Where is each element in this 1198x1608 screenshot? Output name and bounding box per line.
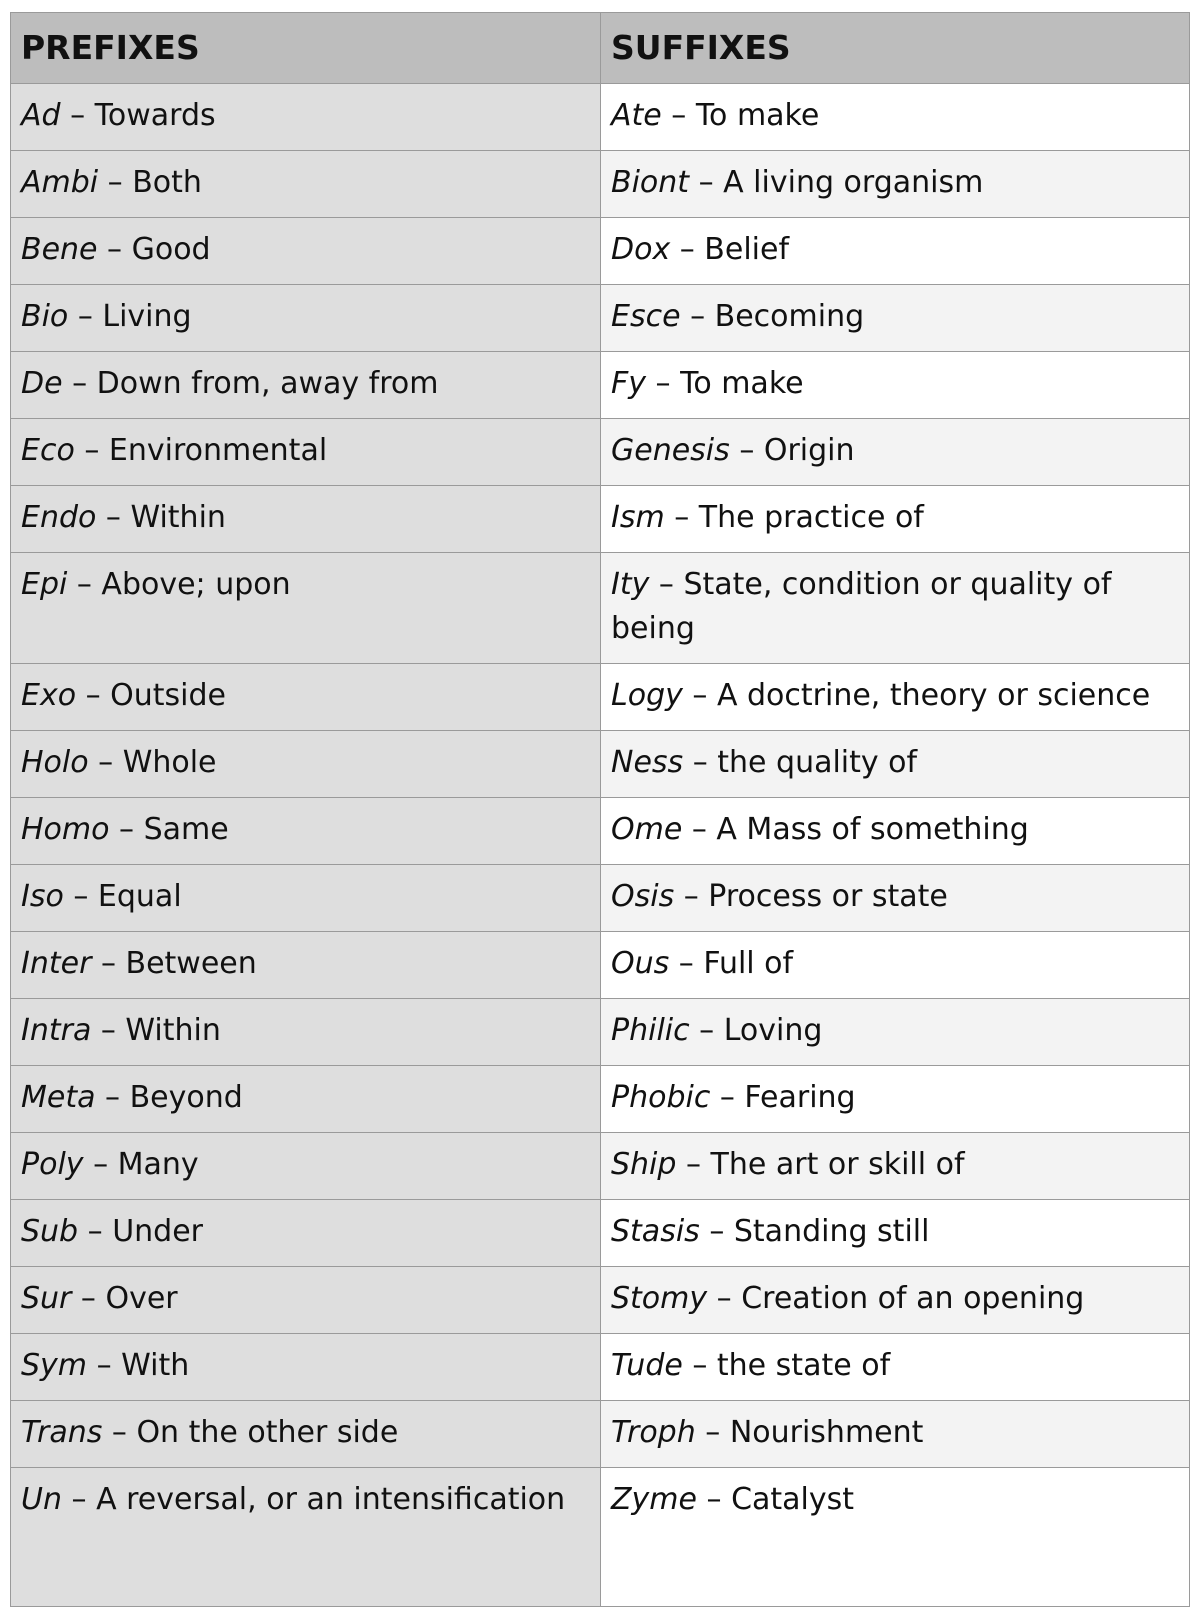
dash-separator: –	[71, 1281, 106, 1316]
prefix-cell	[11, 932, 601, 999]
dash-separator: –	[676, 1147, 711, 1182]
suffix-definition: Full of	[703, 946, 794, 981]
suffix-term: Ous	[611, 946, 670, 981]
suffix-cell	[601, 419, 1190, 486]
prefix-cell	[11, 731, 601, 798]
prefix-term: Bene	[21, 232, 98, 267]
table-row	[11, 1200, 1190, 1267]
table-row	[11, 285, 1190, 352]
table-row	[11, 664, 1190, 731]
prefix-cell	[11, 1267, 601, 1334]
table-row	[11, 1334, 1190, 1401]
suffix-term: Esce	[611, 299, 681, 334]
prefix-term: Iso	[21, 879, 64, 914]
prefix-definition: Under	[112, 1214, 203, 1249]
dash-separator: –	[96, 500, 131, 535]
prefix-definition: Equal	[97, 879, 182, 914]
prefix-definition: Environmental	[108, 433, 328, 468]
table-row	[11, 731, 1190, 798]
suffix-definition: the quality of	[717, 745, 918, 780]
suffix-definition: Fearing	[744, 1080, 856, 1115]
dash-separator: –	[74, 433, 109, 468]
prefix-definition: Towards	[94, 98, 216, 133]
table-row	[11, 84, 1190, 151]
suffix-cell	[601, 932, 1190, 999]
suffix-definition: Catalyst	[731, 1482, 855, 1517]
prefix-term: Inter	[21, 946, 92, 981]
prefix-cell	[11, 486, 601, 553]
suffix-definition: A living organism	[723, 165, 984, 200]
prefix-cell	[11, 285, 601, 352]
dash-separator: –	[699, 1214, 734, 1249]
prefix-definition: Whole	[122, 745, 217, 780]
suffix-definition: Standing still	[733, 1214, 930, 1249]
suffix-term: Logy	[611, 678, 683, 713]
dash-separator: –	[649, 567, 684, 602]
suffix-term: Genesis	[611, 433, 730, 468]
prefix-definition: Beyond	[129, 1080, 243, 1115]
prefix-cell	[11, 352, 601, 419]
dash-separator: –	[682, 812, 717, 847]
prefix-term: Un	[21, 1482, 62, 1517]
table-row	[11, 218, 1190, 285]
table-body	[11, 84, 1190, 1607]
suffix-cell	[601, 285, 1190, 352]
suffix-definition: To make	[680, 366, 804, 401]
table-row	[11, 1468, 1190, 1607]
prefix-term: Sur	[21, 1281, 72, 1316]
dash-separator: –	[68, 299, 103, 334]
suffix-cell	[601, 553, 1190, 664]
prefix-term: Ambi	[21, 165, 99, 200]
prefix-definition: On the other side	[136, 1415, 399, 1450]
prefix-term: Epi	[21, 567, 68, 602]
prefix-term: Meta	[21, 1080, 96, 1115]
dash-separator: –	[88, 745, 123, 780]
prefix-definition: Good	[131, 232, 211, 267]
prefix-term: Eco	[21, 433, 75, 468]
prefix-cell	[11, 1200, 601, 1267]
prefix-cell	[11, 1334, 601, 1401]
prefix-definition: Over	[105, 1281, 178, 1316]
prefix-term: De	[21, 366, 63, 401]
suffix-term: Osis	[611, 879, 675, 914]
dash-separator: –	[60, 98, 95, 133]
suffixes-header: SUFFIXES	[601, 13, 1190, 84]
suffix-term: Ism	[611, 500, 665, 535]
dash-separator: –	[95, 1080, 130, 1115]
suffix-term: Ate	[611, 98, 662, 133]
suffix-cell	[601, 1200, 1190, 1267]
suffix-term: Dox	[611, 232, 671, 267]
prefix-definition: Down from, away from	[96, 366, 439, 401]
table-row	[11, 798, 1190, 865]
suffix-term: Ity	[611, 567, 650, 602]
dash-separator: –	[661, 98, 696, 133]
suffix-term: Troph	[611, 1415, 696, 1450]
prefix-suffix-table	[10, 12, 1190, 1607]
dash-separator: –	[683, 745, 718, 780]
prefix-term: Poly	[21, 1147, 84, 1182]
prefix-cell	[11, 1401, 601, 1468]
dash-separator: –	[102, 1415, 137, 1450]
table-row	[11, 1401, 1190, 1468]
prefix-cell	[11, 84, 601, 151]
table-row	[11, 151, 1190, 218]
prefix-cell	[11, 1066, 601, 1133]
dash-separator: –	[646, 366, 681, 401]
prefix-cell	[11, 218, 601, 285]
prefix-term: Trans	[21, 1415, 103, 1450]
table-row	[11, 932, 1190, 999]
suffix-definition: Nourishment	[729, 1415, 924, 1450]
dash-separator: –	[61, 1482, 97, 1517]
suffix-cell	[601, 1267, 1190, 1334]
dash-separator: –	[664, 500, 699, 535]
table-row	[11, 419, 1190, 486]
suffix-term: Fy	[611, 366, 647, 401]
prefix-term: Exo	[21, 678, 77, 713]
suffix-definition: State, condition or quality of being	[611, 567, 1112, 646]
dash-separator: –	[682, 678, 717, 713]
suffix-definition: Loving	[723, 1013, 823, 1048]
prefix-cell	[11, 999, 601, 1066]
table-row	[11, 1133, 1190, 1200]
suffix-definition: The art or skill of	[710, 1147, 965, 1182]
dash-separator: –	[674, 879, 709, 914]
table-row	[11, 553, 1190, 664]
dash-separator: –	[695, 1415, 730, 1450]
table-row	[11, 1066, 1190, 1133]
prefix-definition: Within	[125, 1013, 221, 1048]
suffix-term: Philic	[611, 1013, 690, 1048]
prefix-term: Intra	[21, 1013, 92, 1048]
suffix-definition: Belief	[704, 232, 790, 267]
prefix-cell	[11, 1468, 601, 1607]
table-row	[11, 1267, 1190, 1334]
suffix-definition: Becoming	[714, 299, 865, 334]
prefix-definition: With	[121, 1348, 190, 1383]
suffix-cell	[601, 865, 1190, 932]
prefix-term: Sym	[21, 1348, 88, 1383]
suffix-definition: Creation of an opening	[741, 1281, 1085, 1316]
dash-separator: –	[689, 1013, 724, 1048]
dash-separator: –	[729, 433, 764, 468]
prefixes-header: PREFIXES	[11, 13, 601, 84]
dash-separator: –	[109, 812, 144, 847]
prefix-definition: Living	[102, 299, 192, 334]
suffix-cell	[601, 151, 1190, 218]
suffix-cell	[601, 664, 1190, 731]
suffix-cell	[601, 84, 1190, 151]
prefix-definition: Within	[130, 500, 226, 535]
dash-separator: –	[91, 1013, 126, 1048]
prefix-cell	[11, 1133, 601, 1200]
dash-separator: –	[697, 1482, 732, 1517]
table-row	[11, 865, 1190, 932]
prefix-definition: Between	[125, 946, 257, 981]
suffix-definition: The practice of	[698, 500, 924, 535]
suffix-definition: Process or state	[708, 879, 948, 914]
dash-separator: –	[76, 678, 111, 713]
prefix-cell	[11, 553, 601, 664]
dash-separator: –	[62, 366, 97, 401]
suffix-term: Stasis	[611, 1214, 700, 1249]
suffix-definition: To make	[695, 98, 820, 133]
dash-separator: –	[670, 232, 705, 267]
table-row	[11, 486, 1190, 553]
suffix-cell	[601, 1066, 1190, 1133]
prefix-term: Bio	[21, 299, 69, 334]
prefix-cell	[11, 798, 601, 865]
dash-separator: –	[98, 165, 133, 200]
suffix-term: Tude	[611, 1348, 683, 1383]
dash-separator: –	[78, 1214, 113, 1249]
prefix-definition: Both	[132, 165, 202, 200]
suffix-term: Phobic	[611, 1080, 711, 1115]
prefix-definition: A reversal, or an intensification	[96, 1482, 566, 1517]
suffix-cell	[601, 798, 1190, 865]
prefix-definition: Outside	[110, 678, 227, 713]
suffix-cell	[601, 731, 1190, 798]
suffix-term: Zyme	[611, 1482, 697, 1517]
dash-separator: –	[710, 1080, 745, 1115]
prefix-cell	[11, 419, 601, 486]
dash-separator: –	[707, 1281, 742, 1316]
prefix-term: Endo	[21, 500, 97, 535]
prefix-term: Homo	[21, 812, 110, 847]
suffix-cell	[601, 1133, 1190, 1200]
suffix-cell	[601, 1468, 1190, 1607]
table-row	[11, 999, 1190, 1066]
dash-separator: –	[682, 1348, 717, 1383]
dash-separator: –	[689, 165, 724, 200]
prefix-definition: Above; upon	[101, 567, 291, 602]
suffix-cell	[601, 1334, 1190, 1401]
prefix-definition: Same	[143, 812, 229, 847]
suffix-term: Ome	[611, 812, 683, 847]
suffix-cell	[601, 352, 1190, 419]
prefix-term: Sub	[21, 1214, 79, 1249]
prefix-term: Ad	[21, 98, 61, 133]
suffix-cell	[601, 218, 1190, 285]
suffix-term: Ship	[611, 1147, 677, 1182]
suffix-cell	[601, 1401, 1190, 1468]
suffix-definition: Origin	[763, 433, 855, 468]
dash-separator: –	[63, 879, 98, 914]
dash-separator: –	[83, 1147, 118, 1182]
prefix-definition: Many	[117, 1147, 199, 1182]
dash-separator: –	[67, 567, 102, 602]
prefix-cell	[11, 865, 601, 932]
suffix-term: Stomy	[611, 1281, 708, 1316]
suffix-definition: A Mass of something	[716, 812, 1029, 847]
header-row	[11, 13, 1190, 84]
prefix-cell	[11, 664, 601, 731]
dash-separator: –	[97, 232, 132, 267]
suffix-term: Ness	[611, 745, 684, 780]
prefix-cell	[11, 151, 601, 218]
suffix-cell	[601, 486, 1190, 553]
suffix-term: Biont	[611, 165, 690, 200]
dash-separator: –	[91, 946, 126, 981]
suffix-definition: the state of	[716, 1348, 891, 1383]
dash-separator: –	[87, 1348, 122, 1383]
suffix-definition: A doctrine, theory or science	[716, 678, 1151, 713]
table-row	[11, 352, 1190, 419]
prefix-term: Holo	[21, 745, 89, 780]
dash-separator: –	[680, 299, 715, 334]
suffix-cell	[601, 999, 1190, 1066]
dash-separator: –	[669, 946, 704, 981]
